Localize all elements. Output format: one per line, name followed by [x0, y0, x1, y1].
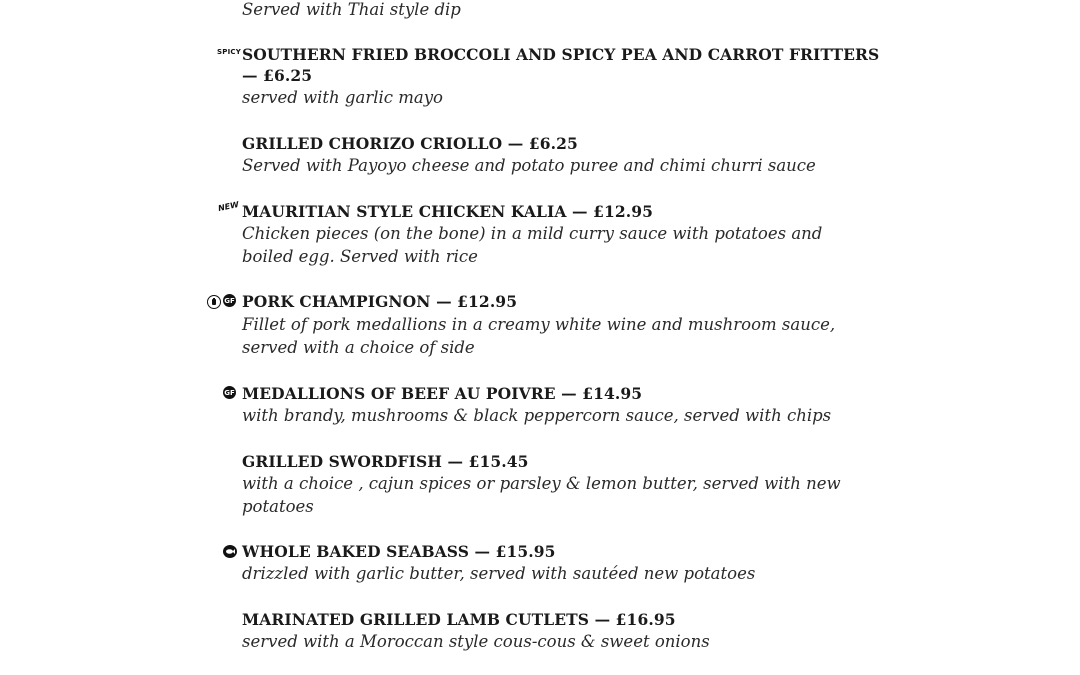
- gluten-free-icon: GF: [223, 386, 236, 399]
- lactose-free-glyph: [210, 298, 218, 306]
- menu-item-name: GRILLED CHORIZO CRIOLLO: [242, 134, 503, 153]
- menu-item-desc: with brandy, mushrooms & black peppercorn sauce, served with chips: [242, 406, 832, 425]
- menu-item-price: — £16.95: [594, 610, 676, 629]
- menu-item-desc: served with a choice of side: [242, 338, 475, 357]
- menu-item-price: — £6.25: [507, 134, 578, 153]
- menu-item-title: [242, 200, 653, 223]
- menu-item-title: [242, 132, 578, 155]
- menu-item-desc: potatoes: [242, 497, 314, 516]
- menu-item-name: GRILLED SWORDFISH: [242, 452, 443, 471]
- menu-item-desc: served with a Moroccan style cous-cous & sweet onions: [242, 632, 710, 651]
- menu-item-name: PORK CHAMPIGNON: [242, 292, 431, 311]
- menu-item-title: [242, 450, 529, 473]
- fish-icon: [223, 545, 237, 558]
- menu-item-title: [242, 43, 879, 66]
- menu-item-desc: served with garlic mayo: [242, 88, 443, 107]
- menu-item-title: [242, 540, 556, 563]
- lactose-free-icon: [207, 295, 221, 309]
- menu-item-name: MEDALLIONS OF BEEF AU POIVRE: [242, 384, 556, 403]
- menu-item-desc: drizzled with garlic butter, served with sautéed new potatoes: [242, 564, 756, 583]
- menu-item-name: SOUTHERN FRIED BROCCOLI AND SPICY PEA AND CARROT FRITTERS: [242, 45, 880, 64]
- menu-item-desc: Served with Payoyo cheese and potato puree and chimi churri sauce: [242, 156, 816, 175]
- menu-item-name: WHOLE BAKED SEABASS: [242, 542, 470, 561]
- menu-item-price: — £15.45: [447, 452, 529, 471]
- menu-item-desc: Fillet of pork medallions in a creamy white wine and mushroom sauce,: [242, 315, 836, 334]
- gluten-free-icon: GF: [223, 294, 236, 307]
- menu-item-title: [242, 382, 642, 405]
- fish-glyph: [225, 548, 235, 555]
- menu-item-price: — £6.25: [242, 66, 313, 85]
- menu-item-title: [242, 290, 517, 313]
- new-badge-icon: NEW: [217, 199, 240, 214]
- menu-item-desc: boiled egg. Served with rice: [242, 247, 478, 266]
- menu-item-price: — £15.95: [474, 542, 556, 561]
- menu-item-name: MAURITIAN STYLE CHICKEN KALIA: [242, 202, 567, 221]
- menu-item-desc: Chicken pieces (on the bone) in a mild curry sauce with potatoes and: [242, 224, 823, 243]
- menu-item-desc: Served with Thai style dip: [242, 0, 461, 19]
- menu-item-price: — £14.95: [561, 384, 643, 403]
- menu-item-desc: with a choice , cajun spices or parsley & lemon butter, served with new: [242, 474, 841, 493]
- menu-item-price: — £12.95: [436, 292, 518, 311]
- menu-item-title: [242, 608, 676, 631]
- spicy-badge-icon: SPICY: [217, 48, 241, 56]
- menu-item-price: — £12.95: [571, 202, 654, 221]
- menu-item-name: MARINATED GRILLED LAMB CUTLETS: [242, 610, 590, 629]
